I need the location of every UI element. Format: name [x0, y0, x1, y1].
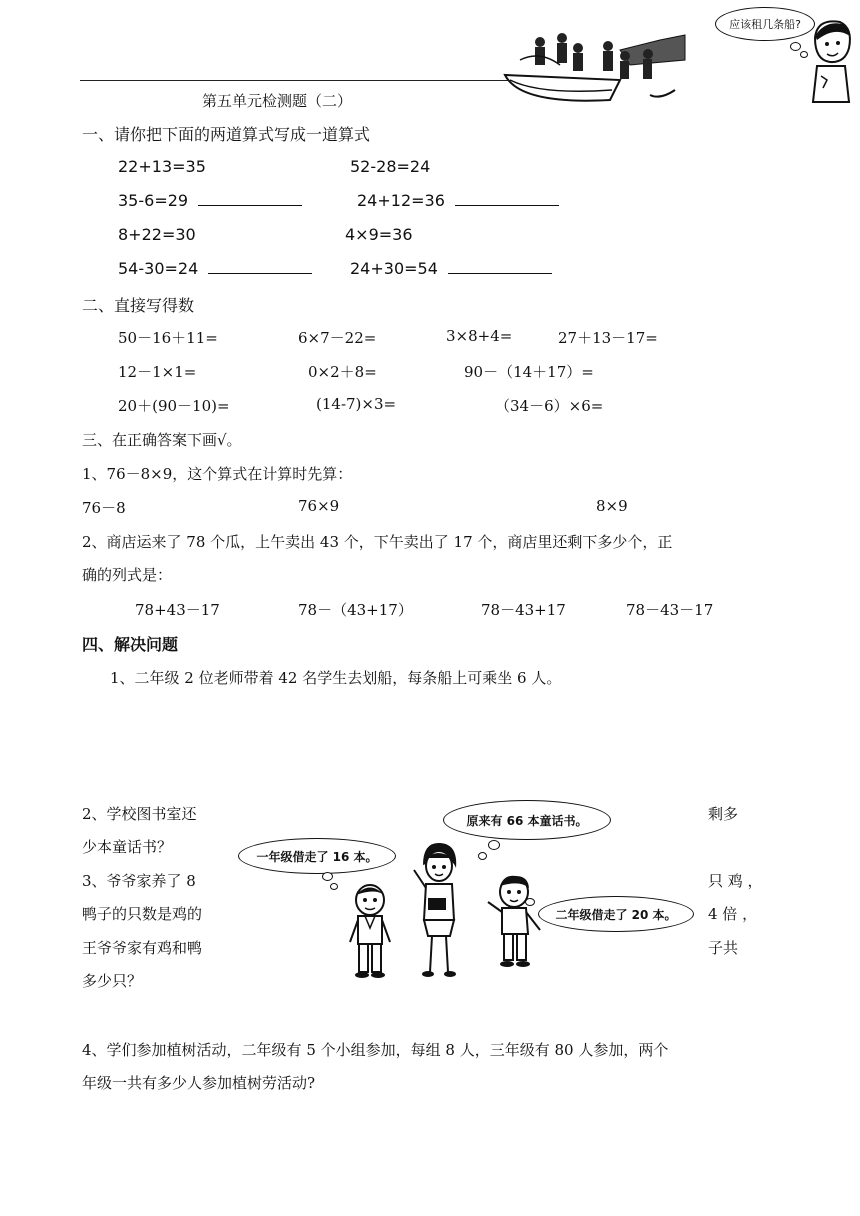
section3-heading: 三、在正确答案下画√。: [82, 431, 242, 449]
speech-bubble: [238, 838, 396, 874]
calc-item: （34－6）×6=: [495, 397, 604, 415]
equation: 22+13=35: [118, 157, 206, 176]
question-text: 剩多: [708, 805, 739, 823]
boy-icon: [805, 18, 855, 103]
header-speech-bubble: [715, 7, 815, 41]
question-text: 确的列式是：: [82, 566, 173, 584]
section4-heading: 四、解决问题: [82, 635, 179, 654]
header-rule: [80, 80, 510, 81]
calc-item: 3×8+4=: [446, 327, 513, 345]
calc-item: 0×2＋8=: [308, 363, 377, 381]
option[interactable]: 76－8: [82, 499, 126, 517]
question-text: 1、二年级 2 位老师带着 42 名学生去划船，每条船上可乘坐 6 人。: [110, 669, 562, 687]
calc-item: 90－（14＋17）=: [464, 363, 594, 381]
speech-bubble: [443, 800, 611, 840]
bubble-text: 一年级借走了 16 本。: [256, 849, 378, 864]
question-text: 只 鸡 ，: [708, 872, 763, 890]
equation: 54-30=24: [118, 259, 312, 278]
answer-blank[interactable]: [208, 259, 312, 274]
calc-item: 6×7－22=: [298, 329, 377, 347]
question-text: 1、76－8×9，这个算式在计算时先算：: [82, 465, 353, 483]
equation: 24+30=54: [350, 259, 552, 278]
answer-blank[interactable]: [198, 191, 302, 206]
question-text: 年级一共有多少人参加植树劳活动?: [82, 1074, 316, 1092]
answer-blank[interactable]: [448, 259, 552, 274]
equation: 35-6=29: [118, 191, 302, 210]
option[interactable]: 76×9: [298, 497, 340, 515]
bubble-text: 原来有 66 本童话书。: [466, 813, 588, 828]
question-text: 王爷爷家有鸡和鸭: [82, 939, 203, 957]
section2-heading: 二、直接写得数: [82, 296, 195, 315]
question-text: 4 倍 ，: [708, 905, 758, 923]
answer-blank[interactable]: [455, 191, 559, 206]
teacher-icon: [408, 840, 468, 980]
option[interactable]: 78－43+17: [481, 601, 566, 619]
boat-illustration: [500, 20, 690, 110]
speech-bubble: [538, 896, 694, 932]
option[interactable]: 78－43－17: [626, 601, 714, 619]
question-text: 3、爷爷家养了 8: [82, 872, 196, 890]
calc-item: 20＋(90－10)=: [118, 397, 230, 415]
equation: 4×9=36: [345, 225, 413, 244]
calc-item: 27＋13－17=: [558, 329, 658, 347]
question-text: 少本童话书？: [82, 838, 173, 856]
header-bubble-text: 应该租几条船?: [729, 18, 801, 31]
bubble-dot: [478, 852, 487, 860]
option[interactable]: 8×9: [596, 497, 628, 515]
bubble-text: 二年级借走了 20 本。: [555, 907, 677, 922]
question-text: 鸭子的只数是鸡的: [82, 905, 203, 923]
boy-right-icon: [482, 872, 542, 972]
question-text: 2、商店运来了 78 个瓜，上午卖出 43 个，下午卖出了 17 个，商店里还剩下多少个，正: [82, 533, 673, 551]
calc-item: 12－1×1=: [118, 363, 197, 381]
calc-item: 50－16＋11=: [118, 329, 218, 347]
section1-heading: 一、请你把下面的两道算式写成一道算式: [82, 125, 371, 144]
bubble-dot: [322, 872, 333, 881]
equation: 52-28=24: [350, 157, 431, 176]
question-text: 2、学校图书室还: [82, 805, 197, 823]
bubble-dot: [790, 42, 801, 51]
question-text: 多少只？: [82, 972, 143, 990]
equation: 8+22=30: [118, 225, 196, 244]
bubble-dot: [488, 840, 500, 850]
question-text: 子共: [708, 939, 739, 957]
boy-left-icon: [345, 880, 395, 980]
bubble-dot: [330, 883, 338, 890]
option[interactable]: 78－（43+17）: [298, 601, 413, 619]
calc-item: (14-7)×3=: [316, 395, 397, 413]
page-title: 第五单元检测题（二）: [202, 92, 353, 110]
option[interactable]: 78+43－17: [135, 601, 220, 619]
question-text: 4、学们参加植树活动，二年级有 5 个小组参加，每组 8 人，三年级有 80 人参加，两个: [82, 1041, 669, 1059]
equation: 24+12=36: [357, 191, 559, 210]
